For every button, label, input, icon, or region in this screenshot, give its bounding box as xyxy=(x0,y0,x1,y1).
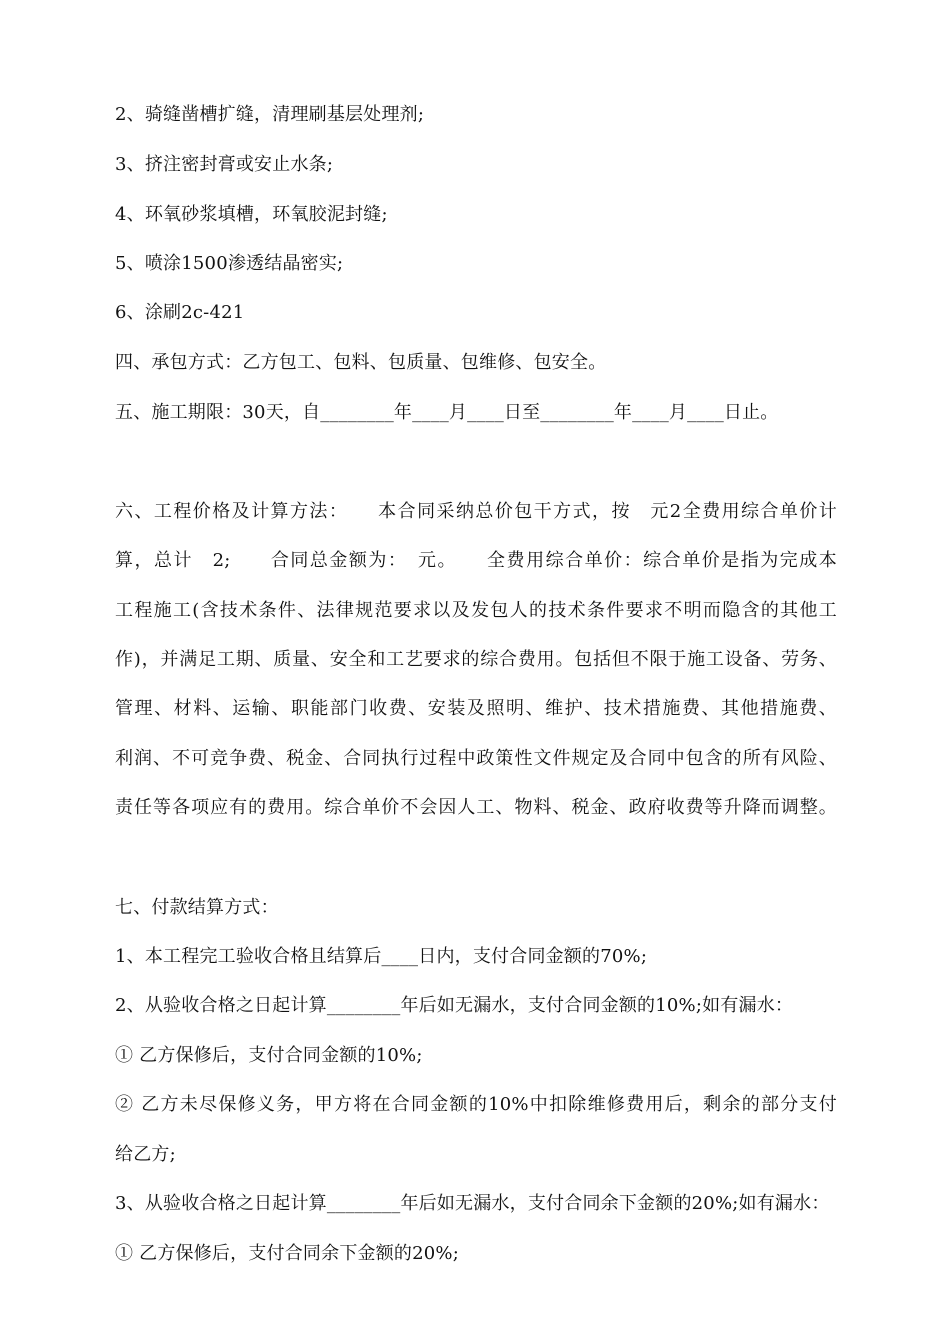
section-7-payment-heading: 七、付款结算方式： xyxy=(115,897,279,918)
section-6-pricing-line-3: 工程施工(含技术条件、法律规范要求以及发包人的技术条件要求不明而隐含的其他工 xyxy=(115,600,837,621)
payment-item-1: 1、本工程完工验收合格且结算后____日内，支付合同金额的70%; xyxy=(115,946,648,967)
step-6-line: 6、涂刷2c-421 xyxy=(115,302,245,323)
step-5-line: 5、喷涂1500渗透结晶密实; xyxy=(115,253,344,274)
payment-item-2-sub-2: ② 乙方未尽保修义务，甲方将在合同金额的10%中扣除维修费用后，剩余的部分支付 xyxy=(115,1094,837,1115)
payment-item-2-sub-2-cont: 给乙方; xyxy=(115,1144,176,1165)
payment-item-2-sub-1: ① 乙方保修后，支付合同金额的10%; xyxy=(115,1045,423,1066)
step-4-line: 4、环氧砂浆填槽，环氧胶泥封缝; xyxy=(115,204,388,225)
section-6-pricing-line-7: 责任等各项应有的费用。综合单价不会因人工、物料、税金、政府收费等升降而调整。 xyxy=(115,797,837,818)
payment-item-3-sub-1: ① 乙方保修后，支付合同余下金额的20%; xyxy=(115,1243,459,1264)
section-6-pricing-line-1: 六、工程价格及计算方法： 本合同采纳总价包干方式，按 元2全费用综合单价计 xyxy=(115,501,837,522)
section-4-contract-method: 四、承包方式：乙方包工、包料、包质量、包维修、包安全。 xyxy=(115,352,607,373)
section-6-pricing-line-5: 管理、材料、运输、职能部门收费、安装及照明、维护、技术措施费、其他措施费、 xyxy=(115,698,837,719)
step-2-line: 2、骑缝凿槽扩缝，清理刷基层处理剂; xyxy=(115,104,425,125)
section-6-pricing-line-6: 利润、不可竞争费、税金、合同执行过程中政策性文件规定及合同中包含的所有风险、 xyxy=(115,748,837,769)
payment-item-2: 2、从验收合格之日起计算________年后如无漏水，支付合同金额的10%;如有漏水： xyxy=(115,995,794,1016)
section-5-construction-period: 五、施工期限：30天，自________年____月____日至________年____月____日止。 xyxy=(115,402,779,423)
payment-item-3: 3、从验收合格之日起计算________年后如无漏水，支付合同余下金额的20%;如有漏水： xyxy=(115,1193,830,1214)
section-6-pricing-line-4: 作)，并满足工期、质量、安全和工艺要求的综合费用。包括但不限于施工设备、劳务、 xyxy=(115,649,837,670)
section-6-pricing-line-2: 算，总计 2; 合同总金额为： 元。 全费用综合单价：综合单价是指为完成本 xyxy=(115,550,838,571)
step-3-line: 3、挤注密封膏或安止水条; xyxy=(115,154,334,175)
